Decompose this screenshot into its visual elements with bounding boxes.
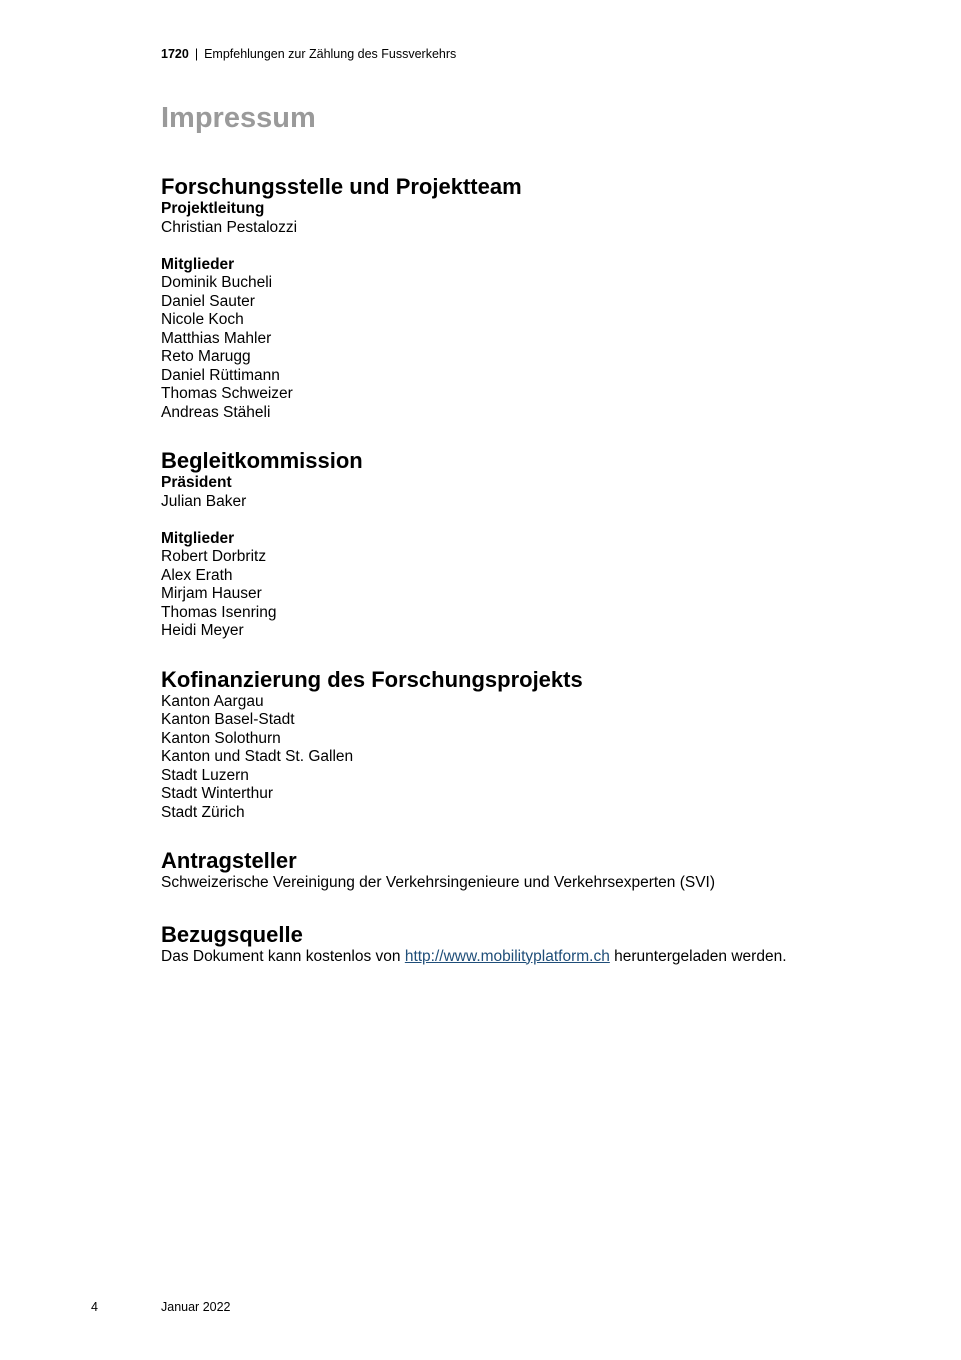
mobilityplatform-link[interactable]: http://www.mobilityplatform.ch [404, 947, 610, 965]
footer-date: Januar 2022 [161, 1300, 231, 1314]
research-members-label: Mitglieder [161, 255, 235, 273]
applicant-section [161, 848, 921, 893]
page-title: Impressum [161, 102, 316, 134]
commission-members-label: Mitglieder [161, 529, 235, 547]
header-separator: | [194, 47, 199, 61]
applicant-text: Schweizerische Vereinigung der Verkehrsingenieure und Verkehrsexperten (SVI) [161, 874, 716, 891]
source-section [161, 922, 921, 967]
list-item: Alex Erath [161, 566, 233, 584]
list-item: Heidi Meyer [161, 622, 244, 639]
list-item: Dominik Bucheli [161, 274, 273, 291]
source-text [161, 948, 921, 967]
applicant-heading: Antragsteller [161, 848, 297, 873]
list-item: Stadt Zürich [161, 803, 245, 821]
project-lead-label: Projektleitung [161, 200, 265, 217]
list-item: Stadt Winterthur [161, 785, 273, 802]
source-text-after: heruntergeladen werden. [609, 947, 787, 965]
list-item: Robert Dorbritz [161, 548, 267, 565]
research-heading: Forschungsstelle und Projektteam [161, 174, 522, 199]
commission-members-list [161, 548, 921, 641]
cofinancing-section [161, 667, 921, 823]
list-item: Kanton Solothurn [161, 729, 281, 747]
list-item: Thomas Isenring [161, 603, 277, 621]
running-header [161, 46, 456, 62]
list-item: Nicole Koch [161, 311, 244, 328]
report-number: 1720 [161, 47, 189, 61]
list-item: Kanton Basel-Stadt [161, 711, 295, 728]
list-item: Daniel Rüttimann [161, 366, 280, 384]
commission-section [161, 448, 921, 641]
document-body [161, 100, 921, 966]
cofinancing-list [161, 693, 921, 823]
list-item: Stadt Luzern [161, 766, 249, 784]
list-item: Andreas Stäheli [161, 403, 271, 421]
president-label: Präsident [161, 474, 232, 491]
page-number: 4 [91, 1300, 98, 1314]
source-text-before: Das Dokument kann kostenlos von [161, 947, 405, 965]
list-item: Reto Marugg [161, 348, 251, 365]
list-item: Kanton Aargau [161, 692, 264, 710]
list-item: Thomas Schweizer [161, 385, 293, 402]
commission-heading: Begleitkommission [161, 448, 363, 473]
cofinancing-heading: Kofinanzierung des Forschungsprojekts [161, 666, 583, 692]
list-item: Kanton und Stadt St. Gallen [161, 748, 354, 765]
list-item: Daniel Sauter [161, 292, 255, 310]
research-members-list [161, 274, 921, 422]
project-lead-name: Christian Pestalozzi [161, 218, 298, 236]
president-name: Julian Baker [161, 492, 247, 510]
list-item: Matthias Mahler [161, 329, 272, 347]
source-heading: Bezugsquelle [161, 921, 303, 947]
report-title: Empfehlungen zur Zählung des Fussverkehrs [204, 47, 457, 61]
list-item: Mirjam Hauser [161, 585, 262, 602]
research-section [161, 174, 921, 422]
